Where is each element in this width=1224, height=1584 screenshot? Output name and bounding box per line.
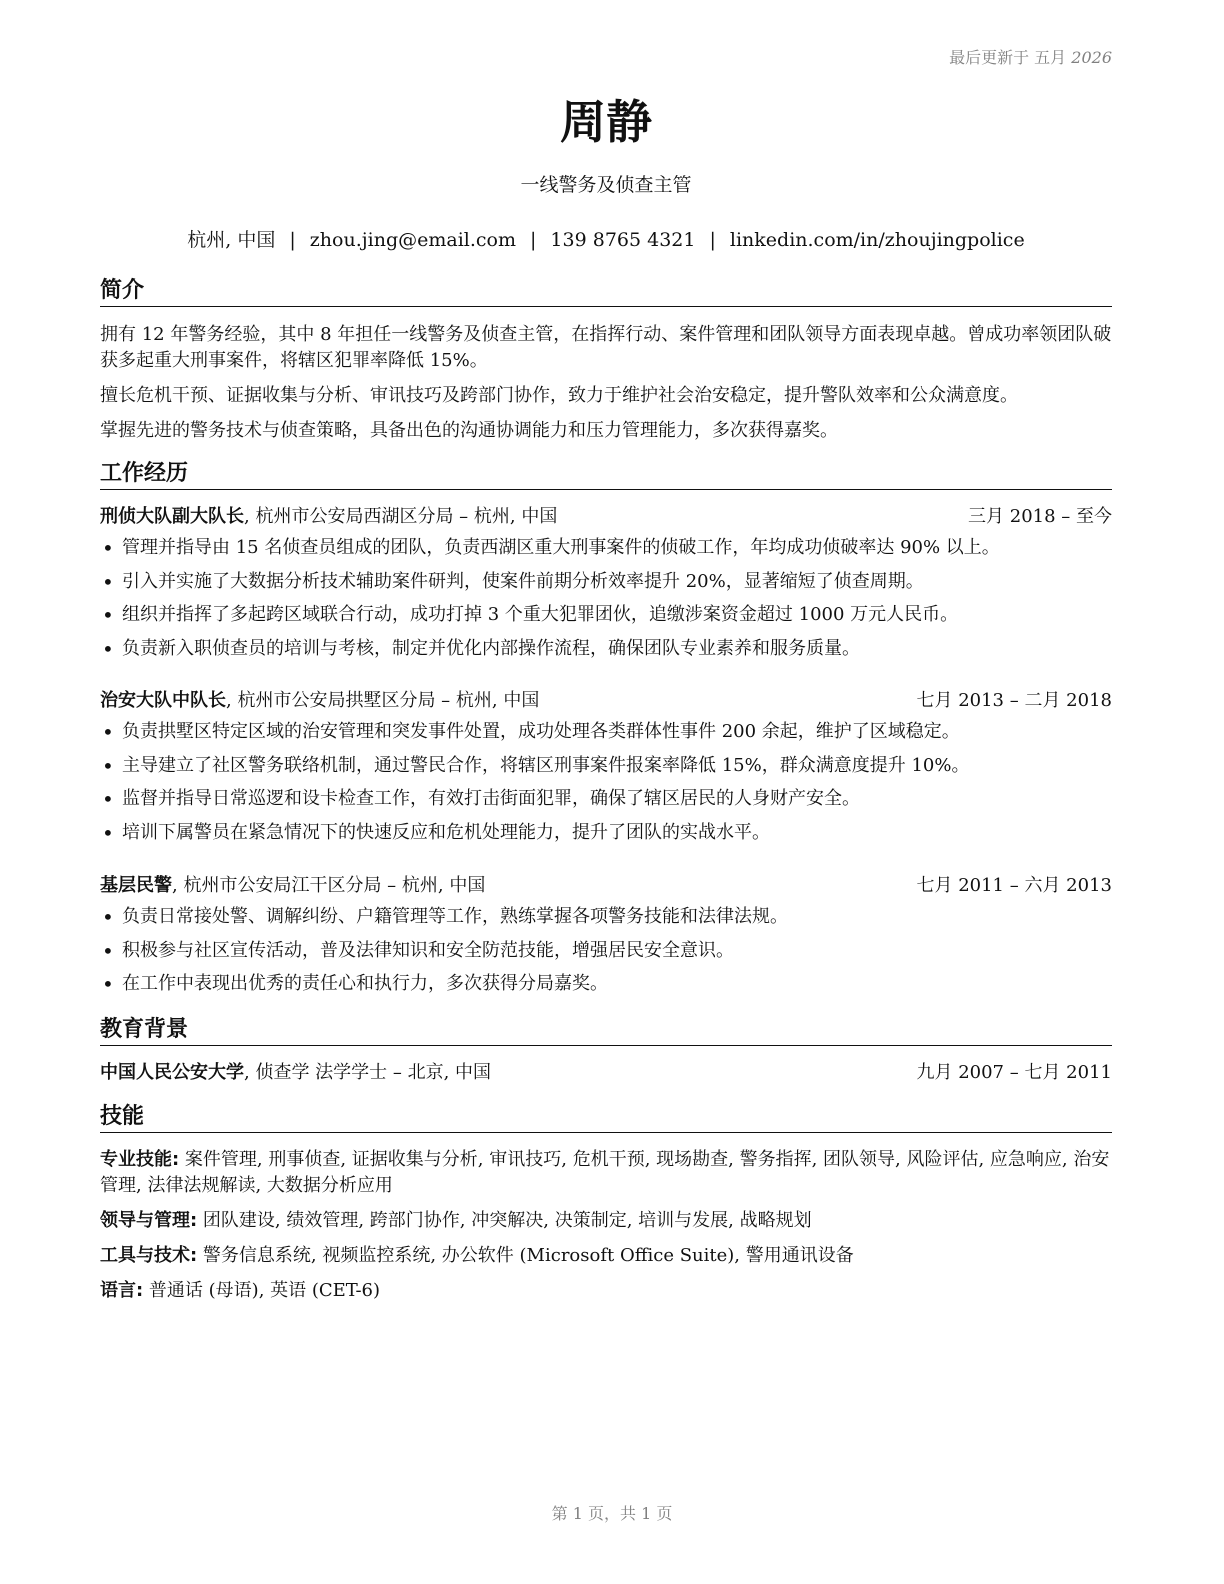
job-role: 治安大队中队长 bbox=[100, 690, 226, 711]
list-item: • 积极参与社区宣传活动，普及法律知识和安全防范技能，增强居民安全意识。 bbox=[100, 939, 1112, 963]
job-dates: 三月 2018 – 至今 bbox=[968, 506, 1112, 527]
job-header bbox=[100, 874, 1112, 898]
contact-separator: | bbox=[709, 229, 716, 251]
skill-label: 工具与技术: bbox=[100, 1245, 198, 1266]
summary-paragraph: 掌握先进的警务技术与侦查策略，具备出色的沟通协调能力和压力管理能力，多次获得嘉奖。 bbox=[100, 420, 838, 441]
section-title-skills: 技能 bbox=[100, 1103, 1112, 1133]
education-dates: 九月 2007 – 七月 2011 bbox=[916, 1062, 1112, 1083]
job-bullets bbox=[100, 720, 1112, 854]
job-role: 刑侦大队副大队长 bbox=[100, 506, 244, 527]
summary-paragraph: 拥有 12 年警务经验，其中 8 年担任一线警务及侦查主管，在指挥行动、案件管理和团队领导方面表现卓越。曾成功率领团队破获多起重大刑事案件，将辖区犯罪率降低 15%。 bbox=[100, 324, 1112, 371]
job-header bbox=[100, 689, 1112, 713]
page-footer: 第 1 页，共 1 页 bbox=[551, 1504, 673, 1523]
job-bullets bbox=[100, 536, 1112, 670]
list-item: • 监督并指导日常巡逻和设卡检查工作，有效打击街面犯罪，确保了辖区居民的人身财产安全。 bbox=[100, 787, 1112, 811]
skill-value: 警务信息系统, 视频监控系统, 办公软件 (Microsoft Office Suite), 警用通讯设备 bbox=[197, 1245, 854, 1266]
contact-email[interactable]: zhou.jing@email.com bbox=[309, 229, 517, 251]
contact-phone: 139 8765 4321 bbox=[550, 229, 696, 251]
last-updated-label: 最后更新于 五月 bbox=[949, 48, 1067, 67]
list-item: • 负责日常接处警、调解纠纷、户籍管理等工作，熟练掌握各项警务技能和法律法规。 bbox=[100, 905, 1112, 929]
skill-label: 语言: bbox=[100, 1280, 144, 1301]
job-org: , 杭州市公安局江干区分局 – 杭州, 中国 bbox=[172, 875, 486, 896]
skill-row bbox=[100, 1278, 1112, 1304]
job-bullets bbox=[100, 905, 1112, 1006]
skill-value: 团队建设, 绩效管理, 跨部门协作, 冲突解决, 决策制定, 培训与发展, 战略规划 bbox=[197, 1210, 812, 1231]
education-school: 中国人民公安大学 bbox=[100, 1062, 244, 1083]
skill-row bbox=[100, 1147, 1112, 1199]
job-dates: 七月 2011 – 六月 2013 bbox=[916, 875, 1112, 896]
contact-linkedin[interactable]: linkedin.com/in/zhoujingpolice bbox=[729, 229, 1025, 251]
education-entry bbox=[100, 1061, 1112, 1085]
job-org: , 杭州市公安局西湖区分局 – 杭州, 中国 bbox=[244, 506, 558, 527]
list-item: • 培训下属警员在紧急情况下的快速反应和危机处理能力，提升了团队的实战水平。 bbox=[100, 821, 1112, 845]
contact-separator: | bbox=[530, 229, 537, 251]
candidate-name: 周静 bbox=[560, 95, 652, 149]
list-item: • 负责拱墅区特定区域的治安管理和突发事件处置，成功处理各类群体性事件 200 余起，维护了区域稳定。 bbox=[100, 720, 1112, 744]
candidate-headline: 一线警务及侦查主管 bbox=[520, 174, 692, 196]
job-org: , 杭州市公安局拱墅区分局 – 杭州, 中国 bbox=[226, 690, 540, 711]
job-role: 基层民警 bbox=[100, 875, 172, 896]
last-updated-year: 2026 bbox=[1071, 48, 1112, 67]
skill-value: 案件管理, 刑事侦查, 证据收集与分析, 审讯技巧, 危机干预, 现场勘查, 警务指挥, 团队领导, 风险评估, 应急响应, 治安管理, 法律法规解读, 大数据分析应用 bbox=[100, 1149, 1110, 1196]
contact-location: 杭州, 中国 bbox=[187, 229, 276, 251]
list-item: • 管理并指导由 15 名侦查员组成的团队，负责西湖区重大刑事案件的侦破工作，年均成功侦破率达 90% 以上。 bbox=[100, 536, 1112, 560]
skill-label: 领导与管理: bbox=[100, 1210, 198, 1231]
resume-page bbox=[100, 0, 1112, 1584]
skill-label: 专业技能: bbox=[100, 1149, 180, 1170]
education-detail: , 侦查学 法学学士 – 北京, 中国 bbox=[244, 1062, 492, 1083]
section-title-summary: 简介 bbox=[100, 277, 1112, 307]
list-item: • 组织并指挥了多起跨区域联合行动，成功打掉 3 个重大犯罪团伙，追缴涉案资金超过 1000 万元人民币。 bbox=[100, 603, 1112, 627]
list-item: • 在工作中表现出优秀的责任心和执行力，多次获得分局嘉奖。 bbox=[100, 972, 1112, 996]
list-item: • 负责新入职侦查员的培训与考核，制定并优化内部操作流程，确保团队专业素养和服务质量。 bbox=[100, 637, 1112, 661]
skill-row bbox=[100, 1208, 1112, 1234]
list-item: • 引入并实施了大数据分析技术辅助案件研判，使案件前期分析效率提升 20%，显著缩短了侦查周期。 bbox=[100, 570, 1112, 594]
skill-row bbox=[100, 1243, 1112, 1269]
job-header bbox=[100, 505, 1112, 529]
contact-line bbox=[100, 225, 1112, 252]
summary-paragraph: 擅长危机干预、证据收集与分析、审讯技巧及跨部门协作，致力于维护社会治安稳定，提升警队效率和公众满意度。 bbox=[100, 385, 1018, 406]
skill-value: 普通话 (母语), 英语 (CET-6) bbox=[143, 1280, 381, 1301]
job-dates: 七月 2013 – 二月 2018 bbox=[916, 690, 1112, 711]
contact-separator: | bbox=[289, 229, 296, 251]
list-item: • 主导建立了社区警务联络机制，通过警民合作，将辖区刑事案件报案率降低 15%，群众满意度提升 10%。 bbox=[100, 754, 1112, 778]
last-updated bbox=[949, 45, 1112, 68]
section-title-experience: 工作经历 bbox=[100, 460, 1112, 490]
section-title-education: 教育背景 bbox=[100, 1016, 1112, 1046]
